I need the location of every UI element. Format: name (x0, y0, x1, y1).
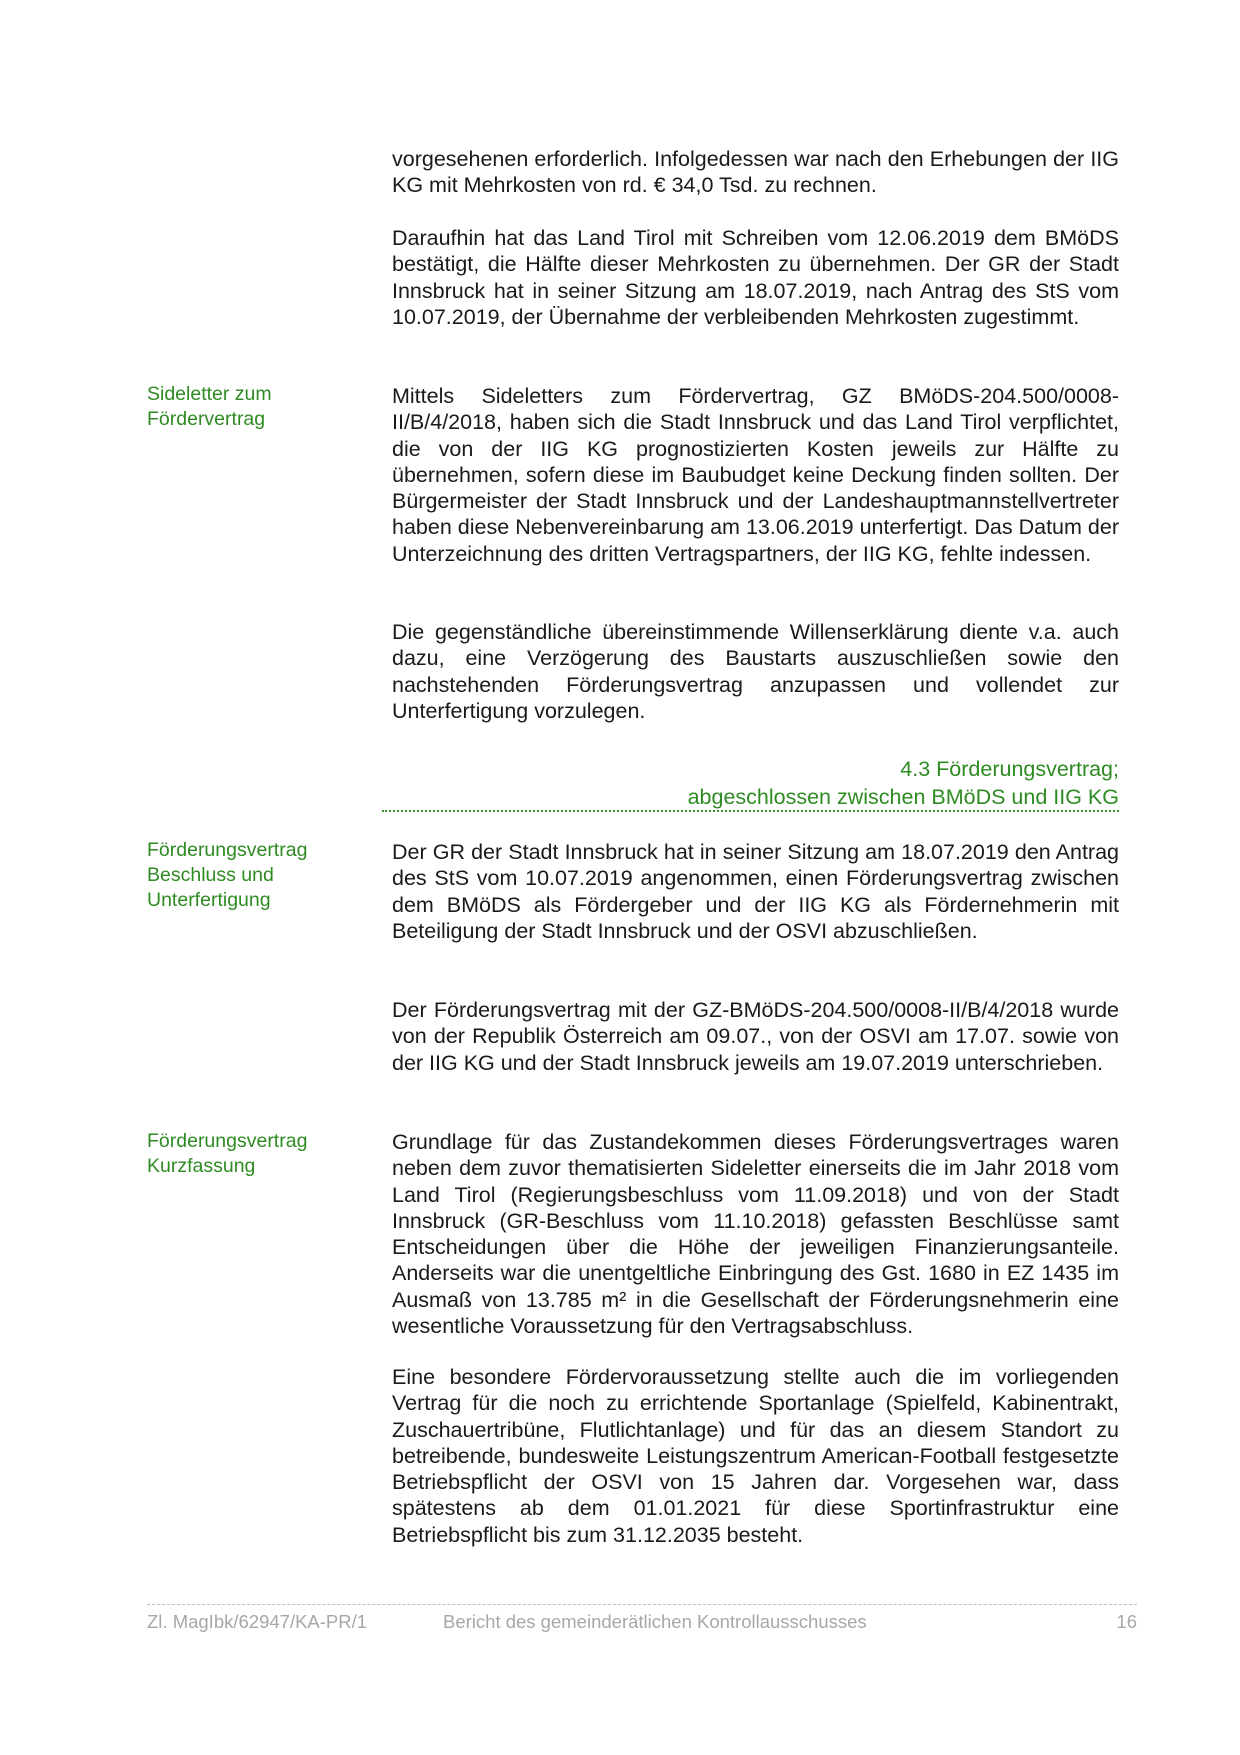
footer-dashed-divider (147, 1604, 1137, 1605)
paragraph-continuation: vorgesehenen erforderlich. Infolgedessen war nach den Erhebungen der IIG KG mit Mehrkosten von rd. € 34,0 Tsd. zu rechnen. (392, 147, 1119, 198)
margin-note-line: Förderungsvertrag (147, 839, 308, 861)
paragraph-unterschrift: Der Förderungsvertrag mit der GZ-BMöDS-204.500/0008-II/B/4/2018 wurde von der Republik Österreich am 09.07., von der OSVI am 17.07. sowie von der IIG KG und der Stadt Innsbruck jeweils am 19.07.2019 unterschrieben. (392, 998, 1119, 1075)
margin-note-line: Fördervertrag (147, 408, 266, 430)
margin-note-line: Förderungsvertrag (147, 1130, 308, 1152)
margin-note-line: Kurzfassung (147, 1155, 256, 1177)
margin-note-line: Sideletter zum (147, 383, 272, 405)
paragraph-grundlage: Grundlage für das Zustandekommen dieses Förderungsvertrages waren neben dem zuvor thematisierten Sideletter einerseits die im Jahr 2018 vom Land Tirol (Regierungsbeschluss vom 11.09.2018) und von der Stadt Innsbruck (GR-Beschluss vom 11.10.2018) gefassten Beschlüsse samt Entscheidungen über die Höhe der jeweiligen Finanzierungsanteile. Anderseits war die unentgeltliche Einbringung des Gst. 1680 in EZ 1435 im Ausmaß von 13.785 m² in die Gesellschaft der Förderungsnehmerin eine wesentliche Voraussetzung für den Vertragsabschluss. (392, 1130, 1119, 1339)
paragraph-land-tirol-mehrkosten: Daraufhin hat das Land Tirol mit Schreiben vom 12.06.2019 dem BMöDS bestätigt, die Hälfte dieser Mehrkosten zu übernehmen. Der GR der Stadt Innsbruck hat in seiner Sitzung am 18.07.2019, nach Antrag des StS vom 10.07.2019, der Übernahme der verbleibenden Mehrkosten zugestimmt. (392, 226, 1119, 329)
margin-note-kurzfassung (147, 1129, 347, 1179)
paragraph-foerdervoraussetzung: Eine besondere Fördervoraussetzung stellte auch die im vorliegenden Vertrag für die noch zu errichtende Sportanlage (Spielfeld, Kabinentrakt, Zuschauertribüne, Flutlichtanlage) und für das an diesem Standort zu betreibende, bundesweite Leistungszentrum American-Football festgesetzte Betriebspflicht der OSVI von 15 Jahren dar. Vorgesehen war, dass spätestens ab dem 01.01.2021 für diese Sportinfrastruktur eine Betriebspflicht bis zum 31.12.2035 besteht. (392, 1365, 1119, 1547)
footer-page-number: 16 (1116, 1611, 1137, 1632)
margin-note-line: Beschluss und (147, 864, 274, 886)
section-heading-4-3 (392, 755, 1119, 811)
footer-reference: Zl. MagIbk/62947/KA-PR/1 (147, 1611, 368, 1632)
margin-note-sideletter (147, 382, 347, 432)
paragraph-sideletter: Mittels Sideletters zum Fördervertrag, GZ BMöDS-204.500/0008-II/B/4/2018, haben sich die Stadt Innsbruck und das Land Tirol verpflichtet, die von der IIG KG prognostizierten Kosten jeweils zur Hälfte zu übernehmen, sofern diese im Baubudget keine Deckung finden sollten. Der Bürgermeister der Stadt Innsbruck und der Landeshauptmannstellvertreter haben diese Nebenvereinbarung am 13.06.2019 unterfertigt. Das Datum der Unterzeichnung des dritten Vertragspartners, der IIG KG, fehlte indessen. (392, 384, 1119, 566)
paragraph-willenserklaerung: Die gegenständliche übereinstimmende Willenserklärung diente v.a. auch dazu, eine Verzögerung des Baustarts auszuschließen sowie den nachstehenden Förderungsvertrag anzupassen und vollendet zur Unterfertigung vorzulegen. (392, 620, 1119, 723)
paragraph-gr-beschluss: Der GR der Stadt Innsbruck hat in seiner Sitzung am 18.07.2019 den Antrag des StS vom 10.07.2019 angenommen, einen Förderungsvertrag zwischen dem BMöDS als Fördergeber und der IIG KG als Fördernehmerin mit Beteiligung der Stadt Innsbruck und der OSVI abzuschließen. (392, 840, 1119, 943)
heading-dotted-divider (382, 810, 1119, 812)
section-heading-line2: abgeschlossen zwischen BMöDS und IIG KG (687, 785, 1119, 809)
margin-note-beschluss (147, 838, 347, 913)
margin-note-line: Unterfertigung (147, 889, 271, 911)
section-heading-line1: 4.3 Förderungsvertrag; (900, 757, 1119, 781)
footer-report-title: Bericht des gemeinderätlichen Kontrollausschusses (443, 1611, 867, 1632)
